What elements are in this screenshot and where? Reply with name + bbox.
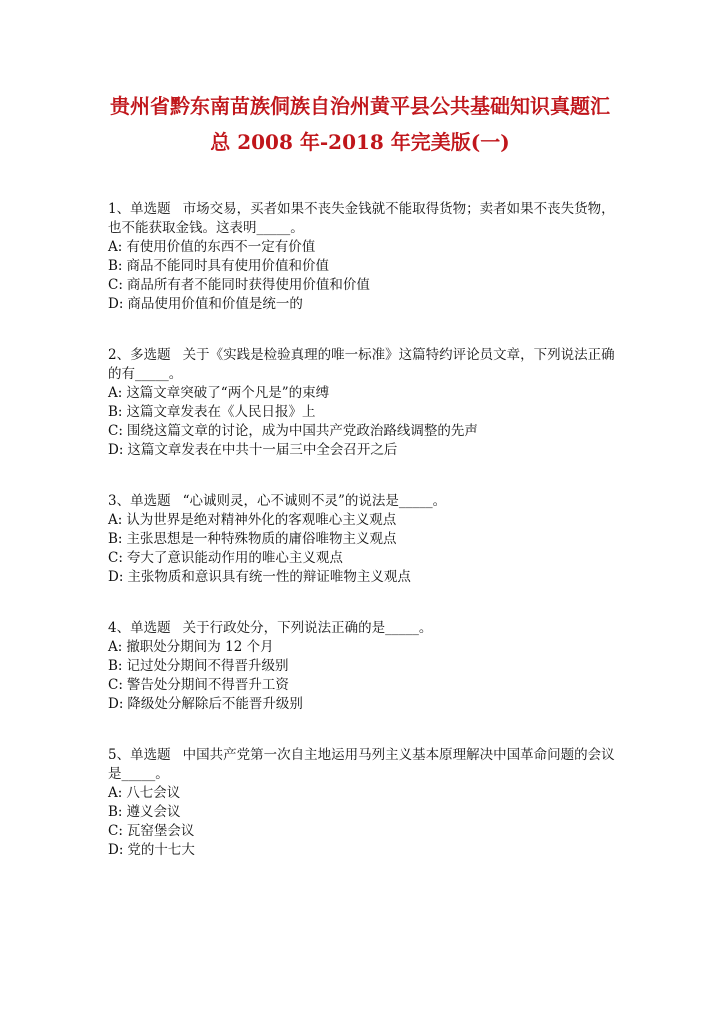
option-b: B: 记过处分期间不得晋升级别 [108, 658, 289, 674]
option-a: A: 这篇文章突破了“两个凡是”的束缚 [108, 385, 330, 401]
question-2 [108, 346, 623, 460]
question-3 [108, 492, 623, 587]
option-d: D: 这篇文章发表在中共十一届三中全会召开之后 [108, 442, 398, 458]
question-stem [108, 200, 623, 238]
question-text: “心诚则灵，心不诚则不灵”的说法是_____。 [182, 493, 447, 509]
question-text: 市场交易，买者如果不丧失金钱就不能取得货物；卖者如果不丧失货物，也不能获取金钱。这表明_____。 [108, 201, 615, 236]
option-c: C: 商品所有者不能同时获得使用价值和价值 [108, 277, 370, 293]
option-a: A: 撤职处分期间为 12 个月 [108, 639, 274, 655]
option-a: A: 认为世界是绝对精神外化的客观唯心主义观点 [108, 512, 397, 528]
question-number-type: 2、多选题 [108, 347, 171, 363]
option-a: A: 有使用价值的东西不一定有价值 [108, 239, 316, 255]
question-number-type: 4、单选题 [108, 620, 171, 636]
question-text: 关于《实践是检验真理的唯一标准》这篇特约评论员文章，下列说法正确的有_____。 [108, 347, 615, 382]
option-c: C: 围绕这篇文章的讨论，成为中国共产党政治路线调整的先声 [108, 423, 478, 439]
option-c: C: 警告处分期间不得晋升工资 [108, 677, 289, 693]
option-c: C: 瓦窑堡会议 [108, 823, 195, 839]
option-d: D: 主张物质和意识具有统一性的辩证唯物主义观点 [108, 569, 411, 585]
option-b: B: 遵义会议 [108, 804, 181, 820]
option-c: C: 夸大了意识能动作用的唯心主义观点 [108, 550, 343, 566]
question-number-type: 5、单选题 [108, 747, 171, 763]
title-line-2: 总 2008 年-2018 年完美版(一) [210, 130, 510, 154]
option-d: D: 党的十七大 [108, 842, 195, 858]
option-b: B: 主张思想是一种特殊物质的庸俗唯物主义观点 [108, 531, 397, 547]
question-stem [108, 619, 623, 638]
document-title [100, 88, 620, 160]
option-b: B: 商品不能同时具有使用价值和价值 [108, 258, 329, 274]
question-1 [108, 200, 623, 314]
option-a: A: 八七会议 [108, 785, 181, 801]
question-4 [108, 619, 623, 714]
question-5 [108, 746, 623, 860]
question-stem [108, 492, 623, 511]
title-line-1: 贵州省黔东南苗族侗族自治州黄平县公共基础知识真题汇 [110, 94, 610, 118]
question-stem [108, 346, 623, 384]
question-stem [108, 746, 623, 784]
question-list [108, 200, 623, 892]
option-d: D: 降级处分解除后不能晋升级别 [108, 696, 303, 712]
option-d: D: 商品使用价值和价值是统一的 [108, 296, 303, 312]
question-text: 关于行政处分，下列说法正确的是_____。 [182, 620, 433, 636]
option-b: B: 这篇文章发表在《人民日报》上 [108, 404, 316, 420]
question-number-type: 1、单选题 [108, 201, 171, 217]
question-text: 中国共产党第一次自主地运用马列主义基本原理解决中国革命问题的会议是_____。 [108, 747, 615, 782]
question-number-type: 3、单选题 [108, 493, 171, 509]
